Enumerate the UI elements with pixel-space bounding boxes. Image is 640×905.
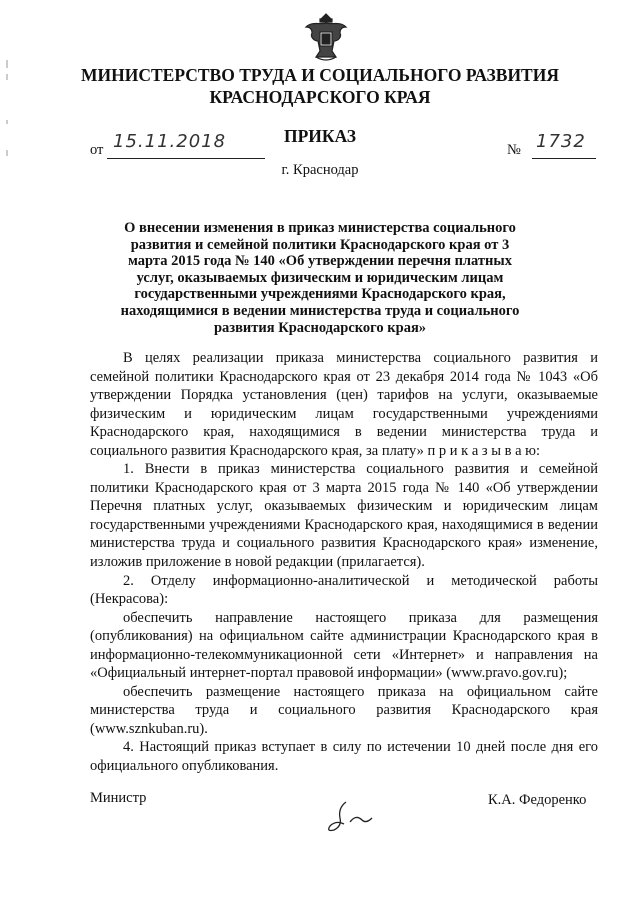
- city: г. Краснодар: [281, 162, 359, 178]
- coat-of-arms-icon: [302, 10, 350, 64]
- signatory-name: К.А. Федоренко: [488, 792, 587, 808]
- order-body: [90, 349, 598, 776]
- number-prefix: №: [507, 142, 521, 158]
- item-2-sub-1: обеспечить направление настоящего приказа для размещения (опубликования) на официальном сайте администрации Краснодарского края в информационно-телекоммуникационной сети «Интернет» и направления на «Официальный интернет-портал правовой информации» (www.pravo.gov.ru);: [90, 609, 598, 682]
- handwritten-signature: [316, 796, 386, 836]
- date-prefix: от: [90, 142, 104, 158]
- ministry-name-line1: МИНИСТЕРСТВО ТРУДА И СОЦИАЛЬНОГО РАЗВИТИЯ: [81, 65, 559, 85]
- scan-margin-marks: [4, 60, 10, 160]
- preamble-paragraph: В целях реализации приказа министерства социального развития и семейной политики Краснодарского края от 23 декабря 2014 года № 1043 «Об утверждении Порядка установления (цен) тарифов на услуги, оказываемые физическим и юридическим лицам государственными учреждениями Краснодарского края, находящимися в ведении министерства труда и социального развития Краснодарского края, за плату» п р и к а з ы в а ю:: [90, 350, 598, 459]
- item-2-paragraph: 2. Отделу информационно-аналитической и методической работы (Некрасова):: [90, 572, 598, 608]
- number-underline: [532, 158, 596, 159]
- signatory-position: Министр: [90, 790, 147, 806]
- ministry-name-line2: КРАСНОДАРСКОГО КРАЯ: [209, 87, 431, 107]
- item-4-paragraph: 4. Настоящий приказ вступает в силу по истечении 10 дней после дня его официального опубликования.: [90, 739, 598, 775]
- handwritten-number: 1732: [536, 131, 586, 152]
- document-type-title: ПРИКАЗ: [283, 126, 357, 146]
- date-underline: [107, 158, 265, 159]
- item-2-sub-2: обеспечить размещение настоящего приказа на официальном сайте министерства труда и социального развития Краснодарского края (www.sznkuban.ru).: [90, 683, 598, 737]
- item-1-paragraph: 1. Внести в приказ министерства социального развития и семейной политики Краснодарского края от 3 марта 2015 года № 140 «Об утверждении Перечня платных услуг, оказываемых физическим и юридическим лицам государственными учреждениями Краснодарского края, находящимися в ведении министерства труда и социального развития Краснодарского края» изменение, изложив приложение в новой редакции (прилагается).: [90, 461, 598, 571]
- handwritten-date: 15.11.2018: [113, 131, 227, 152]
- order-subject: О внесении изменения в приказ министерства социального развития и семейной политики Краснодарского края от 3 марта 2015 года № 140 «Об утверждении перечня платных услуг, оказываемых физическим и юридическим лицам государственными учреждениями Краснодарского края, находящимися в ведении министерства труда и социального развития Краснодарского края»: [120, 220, 520, 336]
